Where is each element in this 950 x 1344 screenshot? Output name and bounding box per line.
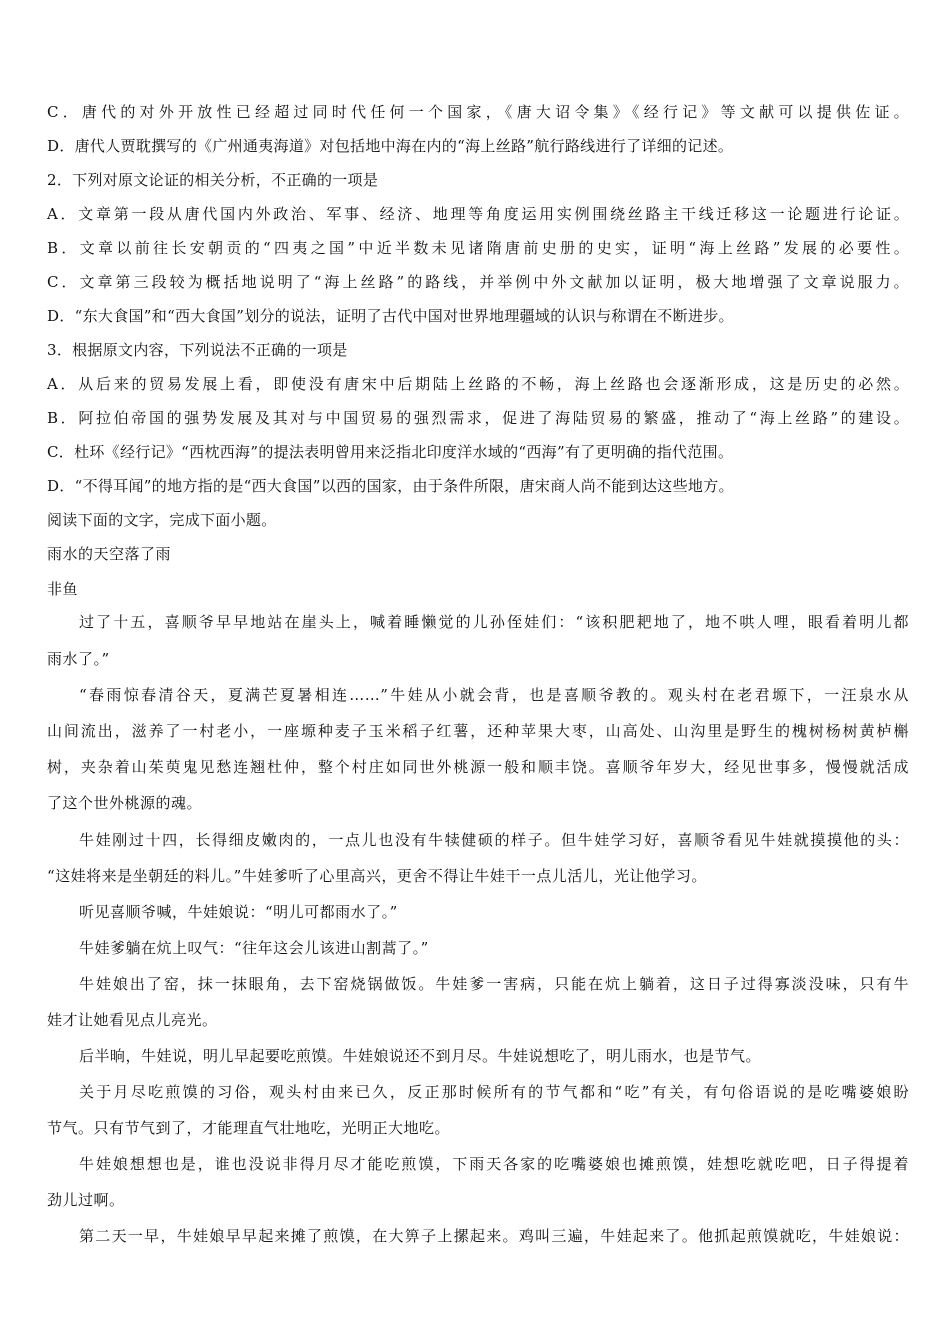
- story-paragraph-line: 雨水了。”: [47, 650, 110, 668]
- option-b-q2: B．文章以前往长安朝贡的“四夷之国”中近半数未见诸隋唐前史册的史实，证明“海上丝路”发展的必要性。: [47, 239, 909, 257]
- story-paragraph-line: “春雨惊春清谷天，夏满芒夏暑相连……”牛娃从小就会背，也是喜顺爷教的。观头村在老君塬下，一汪泉水从: [79, 686, 909, 704]
- story-paragraph-line: 牛娃刚过十四，长得细皮嫩肉的，一点儿也没有牛犊健硕的样子。但牛娃学习好，喜顺爷看见牛娃就摸摸他的头：: [79, 831, 909, 849]
- option-c-q1: C．唐代的对外开放性已经超过同时代任何一个国家，《唐大诏令集》《经行记》等文献可以提供佐证。: [47, 103, 909, 121]
- story-paragraph-line: 关于月尽吃煎馍的习俗，观头村由来已久，反正那时候所有的节气都和“吃”有关，有句俗语说的是吃嘴婆娘盼: [79, 1083, 909, 1101]
- reading-instruction: 阅读下面的文字，完成下面小题。: [47, 511, 277, 529]
- option-d-q1: D．唐代人贾耽撰写的《广州通夷海道》对包括地中海在内的“海上丝路”航行路线进行了详细的记述。: [47, 137, 734, 155]
- question-2-stem: 2．下列对原文论证的相关分析，不正确的一项是: [47, 171, 379, 189]
- story-paragraph-line: 了这个世外桃源的魂。: [47, 794, 203, 812]
- story-paragraph-line: 后半晌，牛娃说，明儿早起要吃煎馍。牛娃娘说还不到月尽。牛娃说想吃了，明儿雨水，也是节气。: [79, 1047, 762, 1065]
- story-paragraph-line: 过了十五，喜顺爷早早地站在崖头上，喊着睡懒觉的儿孙侄娃们：“该积肥耙地了，地不哄人哩，眼看着明儿都: [79, 613, 909, 631]
- story-paragraph-line: 节气。只有节气到了，才能理直气壮地吃，光明正大地吃。: [47, 1119, 451, 1137]
- story-paragraph-line: 山间流出，滋养了一村老小，一座塬种麦子玉米稻子红薯，还种苹果大枣，山高处、山沟里是野生的槐树杨树黄栌槲: [47, 722, 909, 740]
- option-d-q2: D．“东大食国”和“西大食国”划分的说法，证明了古代中国对世界地理疆域的认识与称谓在不断进步。: [47, 307, 734, 325]
- story-paragraph-line: “这娃将来是坐朝廷的料儿。”牛娃爹听了心里高兴，更舍不得让牛娃干一点儿活儿，光让他学习。: [47, 867, 707, 885]
- option-a-q3: A．从后来的贸易发展上看，即使没有唐宋中后期陆上丝路的不畅，海上丝路也会逐渐形成，这是历史的必然。: [47, 375, 909, 393]
- story-paragraph-line: 牛娃娘想想也是，谁也没说非得月尽才能吃煎馍，下雨天各家的吃嘴婆娘也摊煎馍，娃想吃就吃吧，日子得提着: [79, 1155, 909, 1173]
- option-b-q3: B．阿拉伯帝国的强势发展及其对与中国贸易的强烈需求，促进了海陆贸易的繁盛，推动了“海上丝路”的建设。: [47, 409, 909, 427]
- option-a-q2: A．文章第一段从唐代国内外政治、军事、经济、地理等角度运用实例围绕丝路主干线迁移这一论题进行论证。: [47, 205, 909, 223]
- story-paragraph-line: 劲儿过啊。: [47, 1191, 125, 1209]
- story-author: 非鱼: [47, 580, 79, 598]
- option-d-q3: D．“不得耳闻”的地方指的是“西大食国”以西的国家，由于条件所限，唐宋商人尚不能到达这些地方。: [47, 477, 734, 495]
- story-paragraph-line: 第二天一早，牛娃娘早早起来摊了煎馍，在大箅子上摞起来。鸡叫三遍，牛娃起来了。他抓起煎馍就吃，牛娃娘说：: [79, 1227, 909, 1245]
- story-paragraph-line: 娃才让她看见点儿亮光。: [47, 1011, 218, 1029]
- story-paragraph-line: 牛娃爹躺在炕上叹气：“往年这会儿该进山割蒿了。”: [79, 939, 429, 957]
- question-3-stem: 3．根据原文内容，下列说法不正确的一项是: [47, 341, 348, 359]
- story-paragraph-line: 牛娃娘出了窑，抹一抹眼角，去下窑烧锅做饭。牛娃爹一害病，只能在炕上躺着，这日子过得寡淡没味，只有牛: [79, 975, 909, 993]
- option-c-q2: C．文章第三段较为概括地说明了“海上丝路”的路线，并举例中外文献加以证明，极大地增强了文章说服力。: [47, 273, 909, 291]
- option-c-q3: C．杜环《经行记》“西枕西海”的提法表明曾用来泛指北印度洋水域的“西海”有了更明确的指代范围。: [47, 443, 734, 461]
- story-paragraph-line: 树，夹杂着山茱萸鬼见愁连翘杜仲，整个村庄如同世外桃源一般和顺丰饶。喜顺爷年岁大，经见世事多，慢慢就活成: [47, 758, 909, 776]
- story-title: 雨水的天空落了雨: [47, 545, 172, 563]
- story-paragraph-line: 听见喜顺爷喊，牛娃娘说：“明儿可都雨水了。”: [79, 903, 398, 921]
